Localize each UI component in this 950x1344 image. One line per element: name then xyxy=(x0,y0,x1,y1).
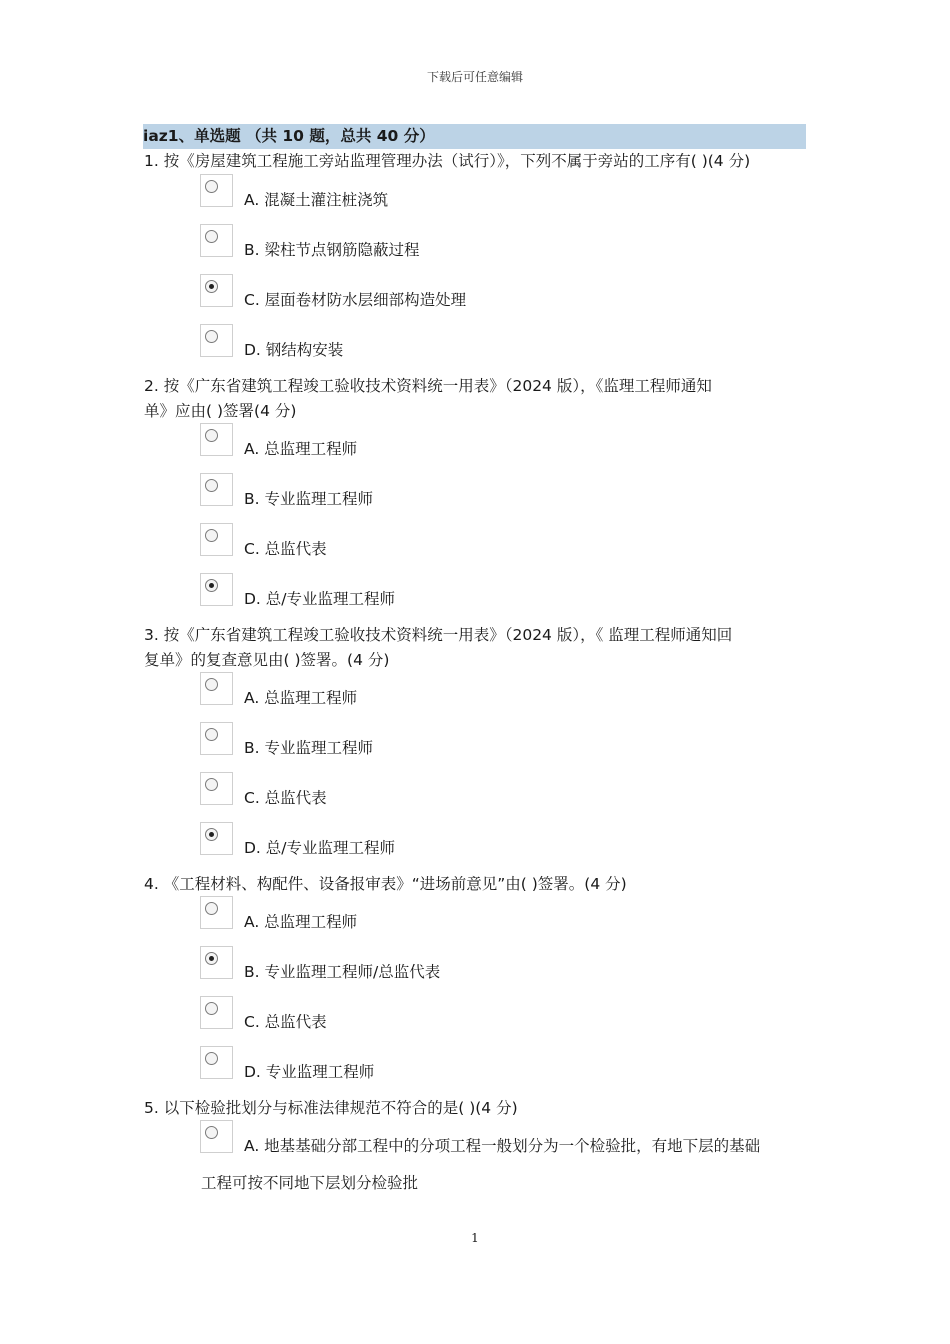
page-number: 1 xyxy=(471,1231,479,1245)
radio-circle-icon xyxy=(205,230,218,243)
q1-option-a-radio[interactable] xyxy=(200,174,233,207)
q1-option-d-radio[interactable] xyxy=(200,324,233,357)
question-2-text-line2: 单》应由( )签署(4 分) xyxy=(144,402,297,420)
q2-option-b-radio[interactable] xyxy=(200,473,233,506)
q5-option-a-radio[interactable] xyxy=(200,1120,233,1153)
radio-circle-icon xyxy=(205,1002,218,1015)
question-3-text-line1: 3. 按《广东省建筑工程竣工验收技术资料统一用表》（2024 版），《 监理工程师通知回 xyxy=(144,626,733,644)
radio-circle-icon xyxy=(205,429,218,442)
q1-option-c-label: C. 屋面卷材防水层细部构造处理 xyxy=(244,291,467,309)
q1-option-c-radio[interactable] xyxy=(200,274,233,307)
q2-option-a-label: A. 总监理工程师 xyxy=(244,440,358,458)
q2-option-c-radio[interactable] xyxy=(200,523,233,556)
q5-option-a-label-line2: 工程可按不同地下层划分检验批 xyxy=(201,1174,419,1192)
q3-option-a-radio[interactable] xyxy=(200,672,233,705)
radio-circle-icon xyxy=(205,180,218,193)
q2-option-c-label: C. 总监代表 xyxy=(244,540,327,558)
question-2-text-line1: 2. 按《广东省建筑工程竣工验收技术资料统一用表》（2024 版），《监理工程师通知 xyxy=(144,377,712,395)
radio-circle-icon xyxy=(205,952,218,965)
radio-circle-icon xyxy=(205,778,218,791)
radio-circle-icon xyxy=(205,330,218,343)
q4-option-c-radio[interactable] xyxy=(200,996,233,1029)
q2-option-d-label: D. 总/专业监理工程师 xyxy=(244,590,396,608)
radio-circle-icon xyxy=(205,1126,218,1139)
radio-circle-icon xyxy=(205,828,218,841)
q1-option-b-radio[interactable] xyxy=(200,224,233,257)
q4-option-c-label: C. 总监代表 xyxy=(244,1013,327,1031)
q2-option-b-label: B. 专业监理工程师 xyxy=(244,490,373,508)
radio-circle-icon xyxy=(205,280,218,293)
q3-option-c-radio[interactable] xyxy=(200,772,233,805)
q3-option-d-label: D. 总/专业监理工程师 xyxy=(244,839,396,857)
q2-option-d-radio[interactable] xyxy=(200,573,233,606)
radio-circle-icon xyxy=(205,728,218,741)
q1-option-a-label: A. 混凝土灌注桩浇筑 xyxy=(244,191,389,209)
question-3-text-line2: 复单》的复查意见由( )签署。(4 分) xyxy=(144,651,390,669)
question-4-text: 4. 《工程材料、构配件、设备报审表》“进场前意见”由( )签署。(4 分) xyxy=(144,875,627,893)
q3-option-b-label: B. 专业监理工程师 xyxy=(244,739,373,757)
radio-circle-icon xyxy=(205,1052,218,1065)
page-header: 下载后可任意编辑 xyxy=(426,70,523,84)
section-title: iaz1、单选题 （共 10 题，总共 40 分） xyxy=(143,124,806,149)
question-5-text: 5. 以下检验批划分与标准法律规范不符合的是( )(4 分) xyxy=(144,1099,518,1117)
q3-option-b-radio[interactable] xyxy=(200,722,233,755)
q4-option-d-radio[interactable] xyxy=(200,1046,233,1079)
q4-option-a-radio[interactable] xyxy=(200,896,233,929)
radio-circle-icon xyxy=(205,579,218,592)
q4-option-a-label: A. 总监理工程师 xyxy=(244,913,358,931)
q5-option-a-label-line1: A. 地基基础分部工程中的分项工程一般划分为一个检验批，有地下层的基础 xyxy=(244,1137,761,1155)
q3-option-a-label: A. 总监理工程师 xyxy=(244,689,358,707)
q2-option-a-radio[interactable] xyxy=(200,423,233,456)
question-1-text: 1. 按《房屋建筑工程施工旁站监理管理办法（试行）》，下列不属于旁站的工序有( )(4 分) xyxy=(144,152,751,170)
q3-option-c-label: C. 总监代表 xyxy=(244,789,327,807)
radio-circle-icon xyxy=(205,902,218,915)
q1-option-d-label: D. 钢结构安装 xyxy=(244,341,344,359)
q3-option-d-radio[interactable] xyxy=(200,822,233,855)
radio-circle-icon xyxy=(205,529,218,542)
q4-option-b-label: B. 专业监理工程师/总监代表 xyxy=(244,963,441,981)
q4-option-b-radio[interactable] xyxy=(200,946,233,979)
q4-option-d-label: D. 专业监理工程师 xyxy=(244,1063,375,1081)
q1-option-b-label: B. 梁柱节点钢筋隐蔽过程 xyxy=(244,241,420,259)
radio-circle-icon xyxy=(205,678,218,691)
radio-circle-icon xyxy=(205,479,218,492)
